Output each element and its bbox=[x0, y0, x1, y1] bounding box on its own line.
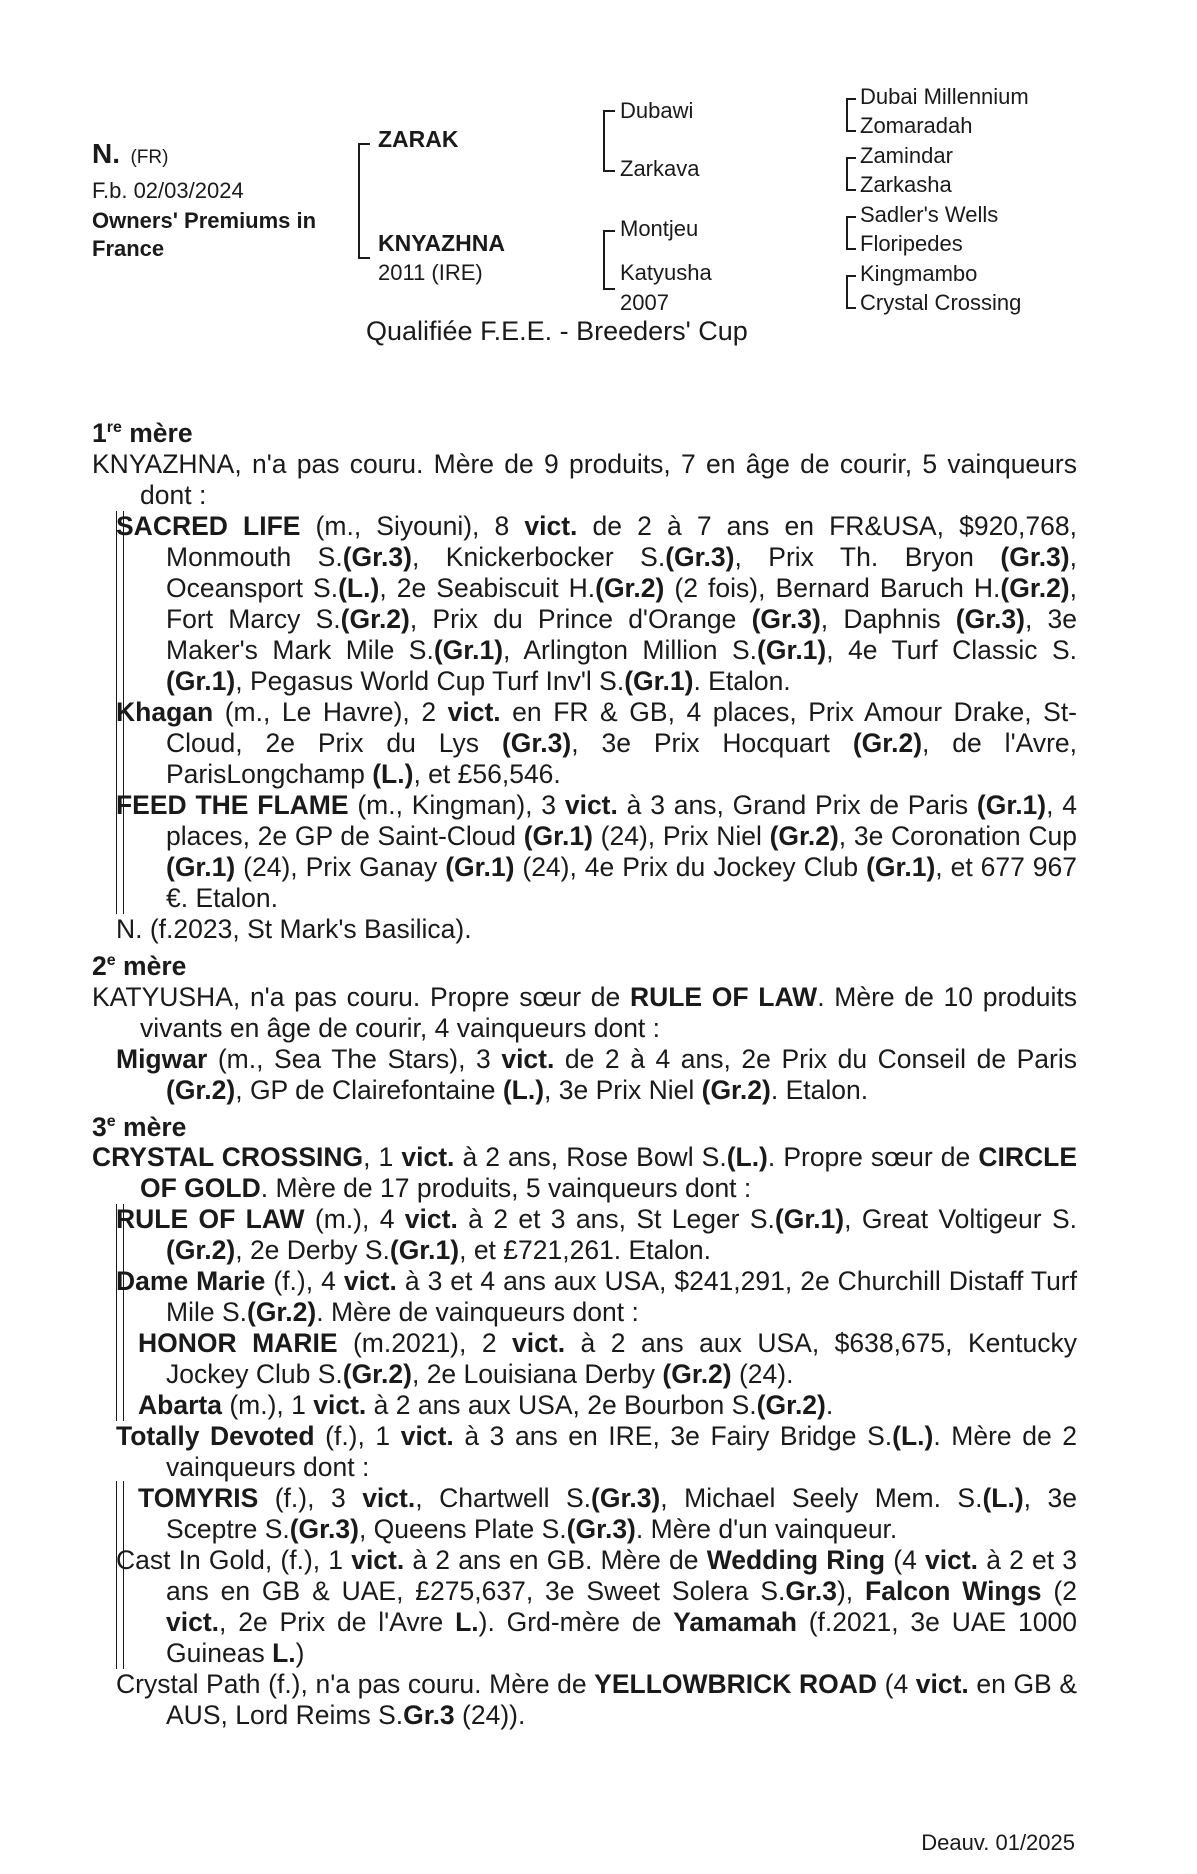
produce-rule-of-law: RULE OF LAW (m.), 4 vict. à 2 et 3 ans, St Leger S.(Gr.1), Great Voltigeur S.(Gr.2), 2e Derby S.(Gr.1), et £721,261. Etalon. bbox=[116, 1204, 1077, 1266]
horse-description: F.b. 02/03/2024 bbox=[92, 178, 244, 203]
pedigree-sire-sire: Dubawi bbox=[620, 98, 694, 123]
produce-dame-marie: Dame Marie (f.), 4 vict. à 3 et 4 ans aux USA, $241,291, 2e Churchill Distaff Turf Mile S.(Gr.2). Mère de vainqueurs dont : HONOR MARIE (m.2021), 2 vict. à 2 ans aux USA, $638,675, Kentucky Jockey Club S.(Gr.2), 2e Louisiana Derby (Gr.2) (24). Abarta (m.), 1 vict. à 2 ans aux USA, 2e Bourbon S.(Gr.2). bbox=[92, 1266, 1077, 1421]
produce-honor-marie: HONOR MARIE (m.2021), 2 vict. à 2 ans aux USA, $638,675, Kentucky Jockey Club S.(Gr.2), 2e Louisiana Derby (Gr.2) (24). bbox=[138, 1328, 1078, 1390]
produce-migwar: Migwar (m., Sea The Stars), 3 vict. de 2 à 4 ans, 2e Prix du Conseil de Paris (Gr.2), GP de Clairefontaine (L.), 3e Prix Niel (Gr.2). Etalon. bbox=[116, 1043, 1077, 1105]
pedigree-ggp-3: Zamindar bbox=[860, 143, 953, 168]
pedigree-ggp-5: Sadler's Wells bbox=[860, 202, 999, 227]
pedigree-ggp-6: Floripedes bbox=[860, 231, 963, 256]
pedigree-ggp-4: Zarkasha bbox=[860, 172, 952, 197]
pedigree-dam-dam-year: 2007 bbox=[620, 290, 669, 315]
produce-feed-the-flame: FEED THE FLAME (m., Kingman), 3 vict. à 3 ans, Grand Prix de Paris (Gr.1), 4 places, 2e GP de Saint-Cloud (Gr.1) (24), Prix Niel (Gr.2), 3e Coronation Cup (Gr.1) (24), Prix Ganay (Gr.1) (24), 4e Prix du Jockey Club (Gr.1), et 677 967 €. Etalon. bbox=[116, 789, 1078, 913]
produce-crystal-path: Crystal Path (f.), n'a pas couru. Mère de YELLOWBRICK ROAD (4 vict. en GB & AUS, Lord Reims S.Gr.3 (24)). bbox=[116, 1669, 1077, 1731]
produce-sacred-life: SACRED LIFE (m., Siyouni), 8 vict. de 2 à 7 ans en FR&USA, $920,768, Monmouth S.(Gr.3), Knickerbocker S.(Gr.3), Prix Th. Bryon (Gr.3), Oceansport S.(L.), 2e Seabiscuit H.(Gr.2) (2 fois), Bernard Baruch H.(Gr.2), Fort Marcy S.(Gr.2), Prix du Prince d'Orange (Gr.3), Daphnis (Gr.3), 3e Maker's Mark Mile S.(Gr.1), Arlington Million S.(Gr.1), 4e Turf Classic S.(Gr.1), Pegasus World Cup Turf Inv'l S.(Gr.1). Etalon. bbox=[116, 510, 1078, 696]
pedigree-bracket-g4-4 bbox=[846, 275, 856, 309]
pedigree-bracket-g4-1 bbox=[846, 98, 856, 132]
pedigree-sire: ZARAK bbox=[378, 126, 459, 152]
horse-name: N. bbox=[92, 138, 120, 169]
produce-totally-devoted: Totally Devoted (f.), 1 vict. à 3 ans en IRE, 3e Fairy Bridge S.(L.). Mère de 2 vainqueurs dont : TOMYRIS (f.), 3 vict., Chartwell S.(Gr.3), Michael Seely Mem. S.(L.), 3e Sceptre S.(Gr.3), Queens Plate S.(Gr.3). Mère d'un vainqueur. bbox=[92, 1421, 1077, 1545]
pedigree-bracket-sire bbox=[603, 110, 615, 172]
pedigree-dam: KNYAZHNA bbox=[378, 230, 505, 256]
pedigree-bracket-gen1 bbox=[358, 143, 370, 259]
horse-origin: (FR) bbox=[130, 147, 169, 168]
produce-abarta: Abarta (m.), 1 vict. à 2 ans aux USA, 2e Bourbon S.(Gr.2). bbox=[138, 1390, 834, 1421]
second-dam-intro: KATYUSHA, n'a pas couru. Propre sœur de RULE OF LAW. Mère de 10 produits vivants en âge de courir, 4 vainqueurs dont : bbox=[92, 981, 1077, 1043]
premium-line-2: France bbox=[92, 236, 165, 261]
premium-line-1: Owners' Premiums in bbox=[92, 208, 317, 233]
pedigree-sire-dam: Zarkava bbox=[620, 156, 700, 181]
pedigree-dam-info: 2011 (IRE) bbox=[378, 260, 483, 285]
pedigree-dam-sire: Montjeu bbox=[620, 216, 699, 241]
first-dam-intro: KNYAZHNA, n'a pas couru. Mère de 9 produits, 7 en âge de courir, 5 vainqueurs dont : bbox=[92, 448, 1077, 510]
section-heading-1st-dam: 1re mère bbox=[92, 417, 193, 448]
produce-khagan: Khagan (m., Le Havre), 2 vict. en FR & GB, 4 places, Prix Amour Drake, St-Cloud, 2e Prix du Lys (Gr.3), 3e Prix Hocquart (Gr.2), de l'Avre, ParisLongchamp (L.), et £56,546. bbox=[116, 696, 1078, 789]
section-heading-2nd-dam: 2e mère bbox=[92, 950, 187, 981]
qualification-line: Qualifiée F.E.E. - Breeders' Cup bbox=[366, 316, 748, 346]
third-dam-intro: CRYSTAL CROSSING, 1 vict. à 2 ans, Rose Bowl S.(L.). Propre sœur de CIRCLE OF GOLD. Mère de 17 produits, 5 vainqueurs dont : bbox=[92, 1142, 1077, 1204]
footer-reference: Deauv. 01/2025 bbox=[921, 1830, 1075, 1855]
pedigree-bracket-g4-2 bbox=[846, 157, 856, 191]
pedigree-ggp-1: Dubai Millennium bbox=[860, 84, 1029, 109]
pedigree-bracket-dam bbox=[603, 230, 615, 290]
horse-name-line bbox=[92, 138, 168, 170]
pedigree-dam-dam: Katyusha bbox=[620, 260, 712, 285]
produce-tomyris: TOMYRIS (f.), 3 vict., Chartwell S.(Gr.3), Michael Seely Mem. S.(L.), 3e Sceptre S.(Gr.3), Queens Plate S.(Gr.3). Mère d'un vainqueur. bbox=[138, 1483, 1077, 1545]
pedigree-ggp-8: Crystal Crossing bbox=[860, 290, 1022, 315]
family-notes bbox=[92, 410, 1077, 1731]
pedigree-bracket-g4-3 bbox=[846, 216, 856, 250]
pedigree-ggp-2: Zomaradah bbox=[860, 113, 973, 138]
pedigree-ggp-7: Kingmambo bbox=[860, 261, 978, 286]
produce-cast-in-gold: Cast In Gold, (f.), 1 vict. à 2 ans en GB. Mère de Wedding Ring (4 vict. à 2 et 3 ans en GB & UAE, £275,637, 3e Sweet Solera S.Gr.3), Falcon Wings (2 vict., 2e Prix de l'Avre L.). Grd-mère de Yamamah (f.2021, 3e UAE 1000 Guineas L.) bbox=[116, 1545, 1077, 1669]
produce-n: N. (f.2023, St Mark's Basilica). bbox=[116, 913, 472, 944]
section-heading-3rd-dam: 3e mère bbox=[92, 1111, 187, 1142]
